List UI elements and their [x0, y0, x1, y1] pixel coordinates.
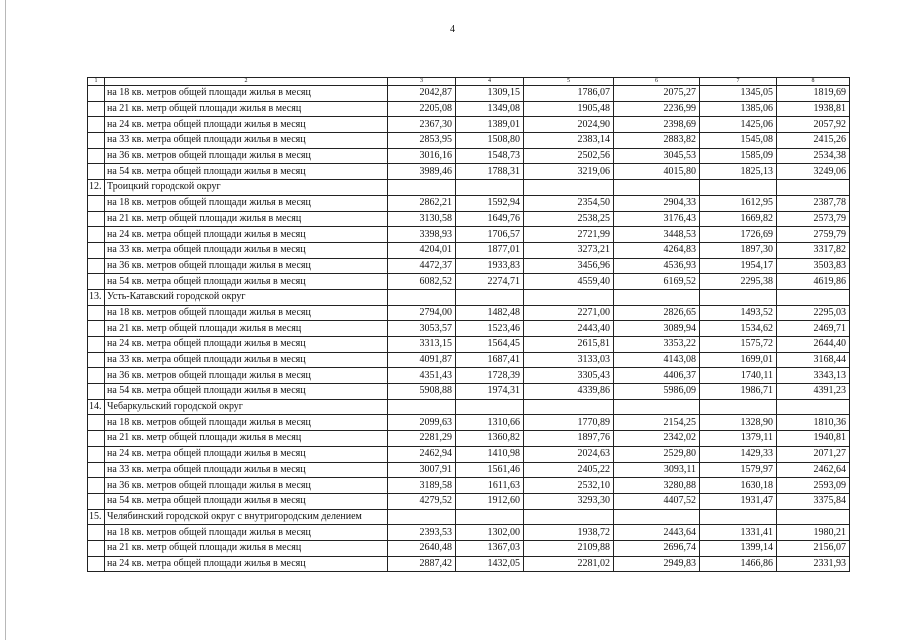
section-row — [88, 509, 850, 525]
empty-cell — [524, 180, 614, 196]
section-title: Челябинский городской округ с внутригородским делением — [105, 509, 388, 525]
index-cell — [88, 384, 105, 400]
table-row — [88, 133, 850, 149]
value-cell: 1770,89 — [524, 415, 614, 431]
value-cell: 1877,01 — [456, 242, 524, 258]
index-cell — [88, 337, 105, 353]
section-index: 12. — [88, 180, 105, 196]
section-title: Чебаркульский городской округ — [105, 399, 388, 415]
index-cell — [88, 195, 105, 211]
value-cell: 3168,44 — [777, 352, 850, 368]
value-cell: 1367,03 — [456, 540, 524, 556]
value-cell: 2443,40 — [524, 321, 614, 337]
value-cell: 3448,53 — [614, 227, 700, 243]
value-cell: 2696,74 — [614, 540, 700, 556]
value-cell: 1523,46 — [456, 321, 524, 337]
table-row — [88, 86, 850, 102]
row-label: на 36 кв. метров общей площади жилья в месяц — [105, 368, 388, 384]
value-cell: 2462,94 — [388, 446, 456, 462]
row-label: на 21 кв. метр общей площади жилья в месяц — [105, 101, 388, 117]
value-cell: 1687,41 — [456, 352, 524, 368]
value-cell: 1611,63 — [456, 478, 524, 494]
value-cell: 4407,52 — [614, 493, 700, 509]
value-cell: 2502,56 — [524, 148, 614, 164]
value-cell: 2534,38 — [777, 148, 850, 164]
value-cell: 1669,82 — [700, 211, 777, 227]
value-cell: 4536,93 — [614, 258, 700, 274]
value-cell: 1897,30 — [700, 242, 777, 258]
table-row — [88, 431, 850, 447]
value-cell: 1585,09 — [700, 148, 777, 164]
value-cell: 4264,83 — [614, 242, 700, 258]
value-cell: 1938,72 — [524, 525, 614, 541]
value-cell: 3093,11 — [614, 462, 700, 478]
value-cell: 2205,08 — [388, 101, 456, 117]
value-cell: 3016,16 — [388, 148, 456, 164]
row-label: на 33 кв. метра общей площади жилья в месяц — [105, 133, 388, 149]
value-cell: 2099,63 — [388, 415, 456, 431]
value-cell: 2721,99 — [524, 227, 614, 243]
index-cell — [88, 117, 105, 133]
table-row — [88, 368, 850, 384]
section-title: Усть-Катавский городской округ — [105, 289, 388, 305]
value-cell: 1309,15 — [456, 86, 524, 102]
value-cell: 4015,80 — [614, 164, 700, 180]
index-cell — [88, 478, 105, 494]
value-cell: 1825,13 — [700, 164, 777, 180]
value-cell: 1493,52 — [700, 305, 777, 321]
value-cell: 2387,78 — [777, 195, 850, 211]
column-number-row — [88, 78, 850, 86]
table-row — [88, 242, 850, 258]
row-label: на 18 кв. метров общей площади жилья в месяц — [105, 305, 388, 321]
table-row — [88, 164, 850, 180]
empty-cell — [777, 399, 850, 415]
value-cell: 1548,73 — [456, 148, 524, 164]
value-cell: 4391,23 — [777, 384, 850, 400]
value-cell: 1432,05 — [456, 556, 524, 572]
value-cell: 4279,52 — [388, 493, 456, 509]
table-row — [88, 462, 850, 478]
value-cell: 2853,95 — [388, 133, 456, 149]
value-cell: 3305,43 — [524, 368, 614, 384]
value-cell: 2415,26 — [777, 133, 850, 149]
value-cell: 2826,65 — [614, 305, 700, 321]
index-cell — [88, 556, 105, 572]
empty-cell — [388, 289, 456, 305]
value-cell: 4143,08 — [614, 352, 700, 368]
empty-cell — [456, 509, 524, 525]
value-cell: 2156,07 — [777, 540, 850, 556]
value-cell: 1706,57 — [456, 227, 524, 243]
value-cell: 1579,97 — [700, 462, 777, 478]
row-label: на 33 кв. метра общей площади жилья в месяц — [105, 242, 388, 258]
row-label: на 54 кв. метра общей площади жилья в месяц — [105, 164, 388, 180]
empty-cell — [456, 289, 524, 305]
value-cell: 1726,69 — [700, 227, 777, 243]
index-cell — [88, 540, 105, 556]
value-cell: 2532,10 — [524, 478, 614, 494]
value-cell: 3176,43 — [614, 211, 700, 227]
index-cell — [88, 352, 105, 368]
index-cell — [88, 164, 105, 180]
row-label: на 21 кв. метр общей площади жилья в месяц — [105, 211, 388, 227]
row-label: на 33 кв. метра общей площади жилья в месяц — [105, 352, 388, 368]
value-cell: 1561,46 — [456, 462, 524, 478]
value-cell: 3398,93 — [388, 227, 456, 243]
value-cell: 1331,41 — [700, 525, 777, 541]
empty-cell — [614, 289, 700, 305]
index-cell — [88, 462, 105, 478]
row-label: на 18 кв. метров общей площади жилья в месяц — [105, 195, 388, 211]
row-label: на 24 кв. метра общей площади жилья в месяц — [105, 227, 388, 243]
row-label: на 36 кв. метров общей площади жилья в месяц — [105, 258, 388, 274]
value-cell: 2281,02 — [524, 556, 614, 572]
value-cell: 1980,21 — [777, 525, 850, 541]
value-cell: 4619,86 — [777, 274, 850, 290]
index-cell — [88, 133, 105, 149]
value-cell: 1399,14 — [700, 540, 777, 556]
empty-cell — [777, 289, 850, 305]
value-cell: 1508,80 — [456, 133, 524, 149]
table-body — [88, 78, 850, 572]
value-cell: 1699,01 — [700, 352, 777, 368]
row-label: на 36 кв. метров общей площади жилья в месяц — [105, 148, 388, 164]
value-cell: 2887,42 — [388, 556, 456, 572]
value-cell: 3045,53 — [614, 148, 700, 164]
value-cell: 2644,40 — [777, 337, 850, 353]
value-cell: 2042,87 — [388, 86, 456, 102]
index-cell — [88, 101, 105, 117]
index-cell — [88, 321, 105, 337]
value-cell: 3343,13 — [777, 368, 850, 384]
empty-cell — [524, 509, 614, 525]
value-cell: 2573,79 — [777, 211, 850, 227]
value-cell: 5908,88 — [388, 384, 456, 400]
value-cell: 2024,90 — [524, 117, 614, 133]
column-number: 8 — [777, 78, 850, 86]
row-label: на 21 кв. метр общей площади жилья в месяц — [105, 431, 388, 447]
empty-cell — [614, 180, 700, 196]
value-cell: 6082,52 — [388, 274, 456, 290]
table-row — [88, 101, 850, 117]
empty-cell — [614, 399, 700, 415]
value-cell: 1786,07 — [524, 86, 614, 102]
index-cell — [88, 148, 105, 164]
value-cell: 4406,37 — [614, 368, 700, 384]
value-cell: 1954,17 — [700, 258, 777, 274]
empty-cell — [700, 289, 777, 305]
row-label: на 21 кв. метр общей площади жилья в месяц — [105, 540, 388, 556]
value-cell: 3353,22 — [614, 337, 700, 353]
table-row — [88, 556, 850, 572]
tariff-table — [87, 77, 850, 572]
value-cell: 2331,93 — [777, 556, 850, 572]
row-label: на 18 кв. метров общей площади жилья в месяц — [105, 86, 388, 102]
value-cell: 1649,76 — [456, 211, 524, 227]
value-cell: 2759,79 — [777, 227, 850, 243]
value-cell: 1345,05 — [700, 86, 777, 102]
value-cell: 3989,46 — [388, 164, 456, 180]
empty-cell — [777, 509, 850, 525]
column-number: 6 — [614, 78, 700, 86]
value-cell: 2274,71 — [456, 274, 524, 290]
index-cell — [88, 305, 105, 321]
value-cell: 2281,29 — [388, 431, 456, 447]
row-label: на 36 кв. метров общей площади жилья в месяц — [105, 478, 388, 494]
index-cell — [88, 211, 105, 227]
value-cell: 2236,99 — [614, 101, 700, 117]
column-number: 3 — [388, 78, 456, 86]
row-label: на 33 кв. метра общей площади жилья в месяц — [105, 462, 388, 478]
value-cell: 3375,84 — [777, 493, 850, 509]
value-cell: 2794,00 — [388, 305, 456, 321]
value-cell: 2075,27 — [614, 86, 700, 102]
empty-cell — [524, 399, 614, 415]
section-index: 15. — [88, 509, 105, 525]
value-cell: 1933,83 — [456, 258, 524, 274]
value-cell: 2342,02 — [614, 431, 700, 447]
value-cell: 2593,09 — [777, 478, 850, 494]
empty-cell — [456, 180, 524, 196]
value-cell: 3456,96 — [524, 258, 614, 274]
empty-cell — [700, 509, 777, 525]
table-row — [88, 321, 850, 337]
value-cell: 2109,88 — [524, 540, 614, 556]
empty-cell — [388, 180, 456, 196]
value-cell: 1534,62 — [700, 321, 777, 337]
value-cell: 1938,81 — [777, 101, 850, 117]
row-label: на 54 кв. метра общей площади жилья в месяц — [105, 384, 388, 400]
value-cell: 1466,86 — [700, 556, 777, 572]
value-cell: 1564,45 — [456, 337, 524, 353]
value-cell: 1905,48 — [524, 101, 614, 117]
value-cell: 1410,98 — [456, 446, 524, 462]
value-cell: 2154,25 — [614, 415, 700, 431]
value-cell: 3249,06 — [777, 164, 850, 180]
value-cell: 1349,08 — [456, 101, 524, 117]
row-label: на 18 кв. метров общей площади жилья в месяц — [105, 415, 388, 431]
value-cell: 1728,39 — [456, 368, 524, 384]
section-title: Троицкий городской округ — [105, 180, 388, 196]
index-cell — [88, 86, 105, 102]
column-number: 5 — [524, 78, 614, 86]
row-label: на 54 кв. метра общей площади жилья в месяц — [105, 274, 388, 290]
value-cell: 3053,57 — [388, 321, 456, 337]
row-label: на 18 кв. метров общей площади жилья в месяц — [105, 525, 388, 541]
value-cell: 1740,11 — [700, 368, 777, 384]
value-cell: 2904,33 — [614, 195, 700, 211]
column-number: 4 — [456, 78, 524, 86]
column-number: 1 — [88, 78, 105, 86]
table-row — [88, 117, 850, 133]
value-cell: 3133,03 — [524, 352, 614, 368]
table-row — [88, 337, 850, 353]
index-cell — [88, 415, 105, 431]
table-row — [88, 258, 850, 274]
value-cell: 2024,63 — [524, 446, 614, 462]
value-cell: 2393,53 — [388, 525, 456, 541]
value-cell: 2640,48 — [388, 540, 456, 556]
value-cell: 2383,14 — [524, 133, 614, 149]
row-label: на 24 кв. метра общей площади жилья в месяц — [105, 117, 388, 133]
value-cell: 2443,64 — [614, 525, 700, 541]
value-cell: 4204,01 — [388, 242, 456, 258]
index-cell — [88, 242, 105, 258]
value-cell: 2367,30 — [388, 117, 456, 133]
value-cell: 2354,50 — [524, 195, 614, 211]
value-cell: 3189,58 — [388, 478, 456, 494]
value-cell: 3273,21 — [524, 242, 614, 258]
value-cell: 4091,87 — [388, 352, 456, 368]
value-cell: 2271,00 — [524, 305, 614, 321]
value-cell: 2529,80 — [614, 446, 700, 462]
table-row — [88, 478, 850, 494]
value-cell: 1931,47 — [700, 493, 777, 509]
value-cell: 1545,08 — [700, 133, 777, 149]
value-cell: 3313,15 — [388, 337, 456, 353]
value-cell: 1379,11 — [700, 431, 777, 447]
value-cell: 1630,18 — [700, 478, 777, 494]
index-cell — [88, 431, 105, 447]
value-cell: 1986,71 — [700, 384, 777, 400]
value-cell: 2615,81 — [524, 337, 614, 353]
value-cell: 2862,21 — [388, 195, 456, 211]
empty-cell — [388, 399, 456, 415]
value-cell: 1425,06 — [700, 117, 777, 133]
table-row — [88, 446, 850, 462]
value-cell: 3280,88 — [614, 478, 700, 494]
table-row — [88, 305, 850, 321]
section-row — [88, 289, 850, 305]
index-cell — [88, 493, 105, 509]
value-cell: 1974,31 — [456, 384, 524, 400]
index-cell — [88, 227, 105, 243]
value-cell: 2057,92 — [777, 117, 850, 133]
value-cell: 2398,69 — [614, 117, 700, 133]
value-cell: 1429,33 — [700, 446, 777, 462]
value-cell: 4472,37 — [388, 258, 456, 274]
value-cell: 1389,01 — [456, 117, 524, 133]
value-cell: 6169,52 — [614, 274, 700, 290]
value-cell: 4559,40 — [524, 274, 614, 290]
section-index: 14. — [88, 399, 105, 415]
table-row — [88, 148, 850, 164]
value-cell: 4351,43 — [388, 368, 456, 384]
section-index: 13. — [88, 289, 105, 305]
value-cell: 1897,76 — [524, 431, 614, 447]
value-cell: 5986,09 — [614, 384, 700, 400]
row-label: на 24 кв. метра общей площади жилья в месяц — [105, 337, 388, 353]
empty-cell — [614, 509, 700, 525]
value-cell: 1360,82 — [456, 431, 524, 447]
value-cell: 1912,60 — [456, 493, 524, 509]
row-label: на 24 кв. метра общей площади жилья в месяц — [105, 556, 388, 572]
table-row — [88, 540, 850, 556]
value-cell: 1612,95 — [700, 195, 777, 211]
table-row — [88, 227, 850, 243]
page-left-edge — [5, 0, 6, 640]
value-cell: 3317,82 — [777, 242, 850, 258]
row-label: на 24 кв. метра общей площади жилья в месяц — [105, 446, 388, 462]
value-cell: 3219,06 — [524, 164, 614, 180]
value-cell: 3130,58 — [388, 211, 456, 227]
row-label: на 21 кв. метр общей площади жилья в месяц — [105, 321, 388, 337]
index-cell — [88, 258, 105, 274]
value-cell: 2462,64 — [777, 462, 850, 478]
value-cell: 2538,25 — [524, 211, 614, 227]
value-cell: 3089,94 — [614, 321, 700, 337]
value-cell: 2469,71 — [777, 321, 850, 337]
index-cell — [88, 368, 105, 384]
table-row — [88, 195, 850, 211]
value-cell: 4339,86 — [524, 384, 614, 400]
value-cell: 2405,22 — [524, 462, 614, 478]
value-cell: 1788,31 — [456, 164, 524, 180]
value-cell: 3293,30 — [524, 493, 614, 509]
table-row — [88, 525, 850, 541]
table-row — [88, 415, 850, 431]
table-row — [88, 493, 850, 509]
value-cell: 3007,91 — [388, 462, 456, 478]
value-cell: 2949,83 — [614, 556, 700, 572]
value-cell: 1310,66 — [456, 415, 524, 431]
index-cell — [88, 446, 105, 462]
value-cell: 1810,36 — [777, 415, 850, 431]
table-row — [88, 384, 850, 400]
value-cell: 1819,69 — [777, 86, 850, 102]
empty-cell — [700, 180, 777, 196]
section-row — [88, 399, 850, 415]
table-row — [88, 211, 850, 227]
empty-cell — [700, 399, 777, 415]
table-row — [88, 274, 850, 290]
empty-cell — [777, 180, 850, 196]
value-cell: 1302,00 — [456, 525, 524, 541]
value-cell: 3503,83 — [777, 258, 850, 274]
value-cell: 2295,03 — [777, 305, 850, 321]
value-cell: 2071,27 — [777, 446, 850, 462]
index-cell — [88, 274, 105, 290]
row-label: на 54 кв. метра общей площади жилья в месяц — [105, 493, 388, 509]
page-number: 4 — [450, 24, 455, 35]
value-cell: 1575,72 — [700, 337, 777, 353]
value-cell: 2883,82 — [614, 133, 700, 149]
value-cell: 1592,94 — [456, 195, 524, 211]
empty-cell — [388, 509, 456, 525]
value-cell: 2295,38 — [700, 274, 777, 290]
column-number: 7 — [700, 78, 777, 86]
value-cell: 1940,81 — [777, 431, 850, 447]
value-cell: 1328,90 — [700, 415, 777, 431]
empty-cell — [456, 399, 524, 415]
column-number: 2 — [105, 78, 388, 86]
index-cell — [88, 525, 105, 541]
section-row — [88, 180, 850, 196]
value-cell: 1482,48 — [456, 305, 524, 321]
value-cell: 1385,06 — [700, 101, 777, 117]
empty-cell — [524, 289, 614, 305]
table-row — [88, 352, 850, 368]
